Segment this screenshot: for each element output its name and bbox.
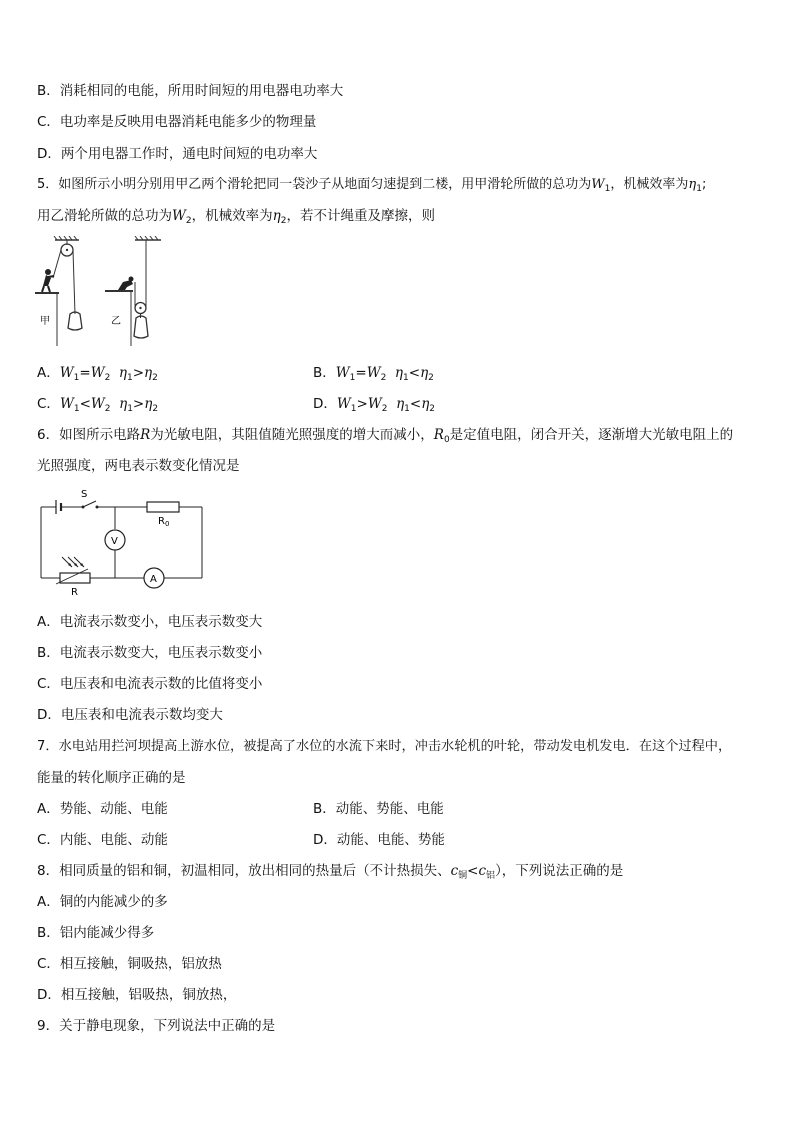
light-arrows-icon	[62, 557, 84, 567]
battery-icon	[56, 500, 61, 514]
pulley-figure	[35, 236, 165, 352]
movable-pulley	[135, 240, 146, 318]
q5-option-c: C．$W_1<W_2$ $\eta_1>\eta_2$	[37, 396, 159, 414]
q8-option-b: B．铝内能减少得多	[37, 925, 155, 941]
photoresistor	[60, 573, 90, 583]
q7-stem-line2: 能量的转化顺序正确的是	[37, 770, 186, 786]
q8-option-a: A．铜的内能减少的多	[37, 894, 168, 910]
person-right-icon	[118, 277, 134, 291]
person-left-icon	[42, 269, 54, 292]
resistor-r0	[147, 502, 179, 512]
q8-option-c: C．相互接触，铜吸热，铝放热	[37, 956, 222, 972]
q6-option-c: C．电压表和电流表示数的比值将变小	[37, 676, 263, 692]
q6-option-b: B．电流表示数变大，电压表示数变小	[37, 645, 263, 661]
sandbag-left-icon	[68, 312, 82, 330]
q5-option-a: A．$W_1=W_2$ $\eta_1>\eta_2$	[37, 365, 158, 383]
switch-icon	[82, 501, 99, 509]
switch-label: S	[81, 489, 88, 500]
q6-stem-line1: 6．如图所示电路R为光敏电阻，其阻值随光照强度的增大而减小，$R_0$是定值电阻，闭合开关，逐渐增大光敏电阻上的	[37, 427, 734, 445]
sandbag-right-icon	[134, 316, 148, 338]
q7-option-c: C．内能、电能、动能	[37, 832, 168, 848]
q8-stem: 8．相同质量的铝和铜，初温相同，放出相同的热量后（不计热损失、$c_铜<c_铝$），下列说法正确的是	[37, 863, 624, 881]
q7-option-a: A．势能、动能、电能	[37, 801, 168, 817]
fixed-pulley	[53, 240, 75, 314]
q5-option-d: D．$W_1>W_2$ $\eta_1<\eta_2$	[313, 396, 436, 414]
q7-option-b: B．动能、势能、电能	[313, 801, 444, 817]
label-jia: 甲	[40, 316, 50, 327]
q6-stem-line2: 光照强度，两电表示数变化情况是	[37, 458, 240, 474]
q4-option-c: C．电功率是反映用电器消耗电能多少的物理量	[37, 114, 317, 130]
q4-option-b: B．消耗相同的电能，所用时间短的用电器电功率大	[37, 83, 344, 99]
q8-option-d: D．相互接触，铝吸热，铜放热，	[37, 987, 237, 1003]
q6-option-d: D．电压表和电流表示数均变大	[37, 707, 223, 723]
circuit-diagram	[36, 487, 208, 597]
r0-label: $R_0$	[158, 516, 170, 528]
q4-option-d: D．两个用电器工作时，通电时间短的电功率大	[37, 146, 318, 162]
q5-stem-line2: 用乙滑轮所做的总功为$W_2$，机械效率为$\eta_2$，若不计绳重及摩擦，则	[37, 208, 435, 226]
ceiling-right	[135, 236, 161, 240]
ammeter-label: A	[150, 574, 157, 585]
voltmeter-label: V	[111, 536, 118, 547]
q7-option-d: D．动能、电能、势能	[313, 832, 445, 848]
label-yi: 乙	[111, 316, 121, 327]
q5-stem-line1: 5．如图所示小明分别用甲乙两个滑轮把同一袋沙子从地面匀速提到二楼，用甲滑轮所做的总功为$W_1$，机械效率为$\eta_1$;	[37, 177, 707, 194]
q7-stem-line1: 7．水电站用拦河坝提高上游水位，被提高了水位的水流下来时，冲击水轮机的叶轮，带动发电机发电．在这个过程中，	[37, 739, 732, 754]
q6-option-a: A．电流表示数变小，电压表示数变大	[37, 614, 263, 630]
q9-stem: 9．关于静电现象，下列说法中正确的是	[37, 1018, 276, 1034]
ceiling-left	[54, 236, 79, 240]
r-label: R	[71, 587, 78, 597]
q5-option-b: B．$W_1=W_2$ $\eta_1<\eta_2$	[313, 365, 434, 383]
